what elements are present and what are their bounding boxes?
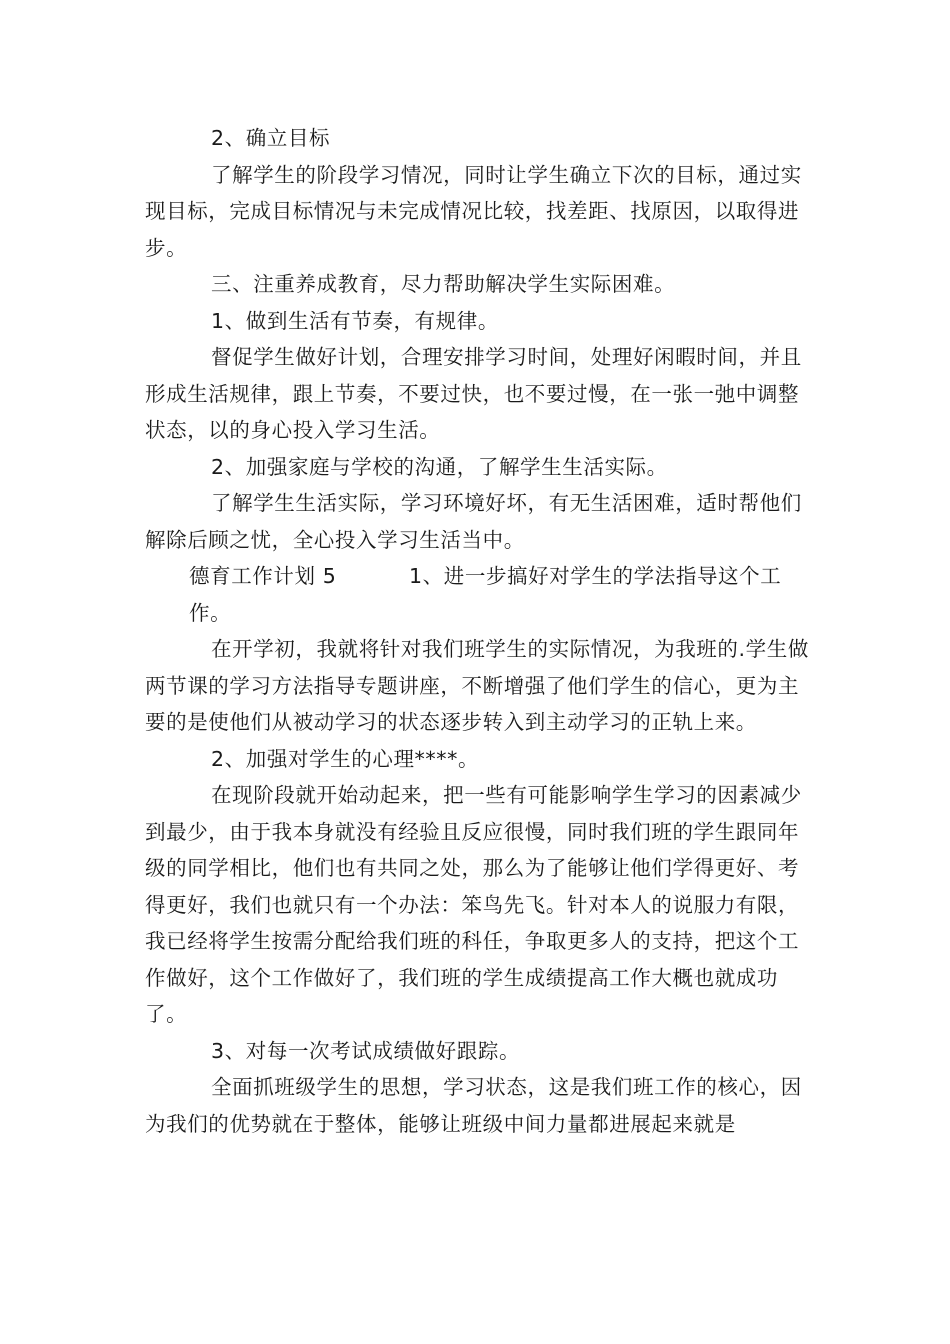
paragraph-exam-tracking: 全面抓班级学生的思想，学习状态，这是我们班工作的核心，因为我们的优势就在于整体，能够让班级中间力量都进展起来就是 <box>145 1075 802 1136</box>
paragraph-life-rhythm: 督促学生做好计划，合理安排学习时间，处理好闲暇时间，并且形成生活规律，跟上节奏，不要过快，也不要过慢，在一张一弛中调整状态，以的身心投入学习生活。 <box>145 345 802 442</box>
paragraph-goals: 了解学生的阶段学习情况，同时让学生确立下次的目标，通过实现目标，完成目标情况与未完成情况比较，找差距、找原因，以取得进步。 <box>145 162 802 260</box>
paragraph-home-school: 了解学生生活实际，学习环境好坏，有无生活困难，适时帮他们解除后顾之忧，全心投入学习生活当中。 <box>145 491 802 552</box>
heading-exam-tracking: 3、对每一次考试成绩做好跟踪。 <box>211 1038 521 1063</box>
heading-section-three: 三、注重养成教育，尽力帮助解决学生实际困难。 <box>211 272 676 296</box>
heading-set-goals: 2、确立目标 <box>211 126 331 150</box>
heading-study-method: 1、进一步搞好对学生的学法指导这个工作。 <box>189 564 782 625</box>
document-body <box>145 120 815 1142</box>
paragraph-psychology: 在现阶段就开始动起来，把一些有可能影响学生学习的因素减少到最少，由于我本身就没有经验且反应很慢，同时我们班的学生跟同年级的同学相比，他们也有共同之处，那么为了能够让他们学得更好、考得更好，我们也就只有一个办法：笨鸟先飞。针对本人的说服力有限，我已经将学生按需分配给我们班的科任，争取更多人的支持，把这个工作做好，这个工作做好了，我们班的学生成绩提高工作大概也就成功了。 <box>145 783 802 1026</box>
paragraph-study-method: 在开学初，我就将针对我们班学生的实际情况，为我班的.学生做两节课的学习方法指导专题讲座，不断增强了他们学生的信心，更为主要的是使他们从被动学习的状态逐步转入到主动学习的正轨上来。 <box>145 637 809 734</box>
heading-life-rhythm: 1、做到生活有节奏，有规律。 <box>211 308 499 333</box>
plan-title: 德育工作计划 5 <box>189 564 337 588</box>
heading-home-school: 2、加强家庭与学校的沟通，了解学生生活实际。 <box>211 454 668 479</box>
mixed-title-line <box>145 558 815 631</box>
heading-psychology: 2、加强对学生的心理****。 <box>211 746 480 771</box>
